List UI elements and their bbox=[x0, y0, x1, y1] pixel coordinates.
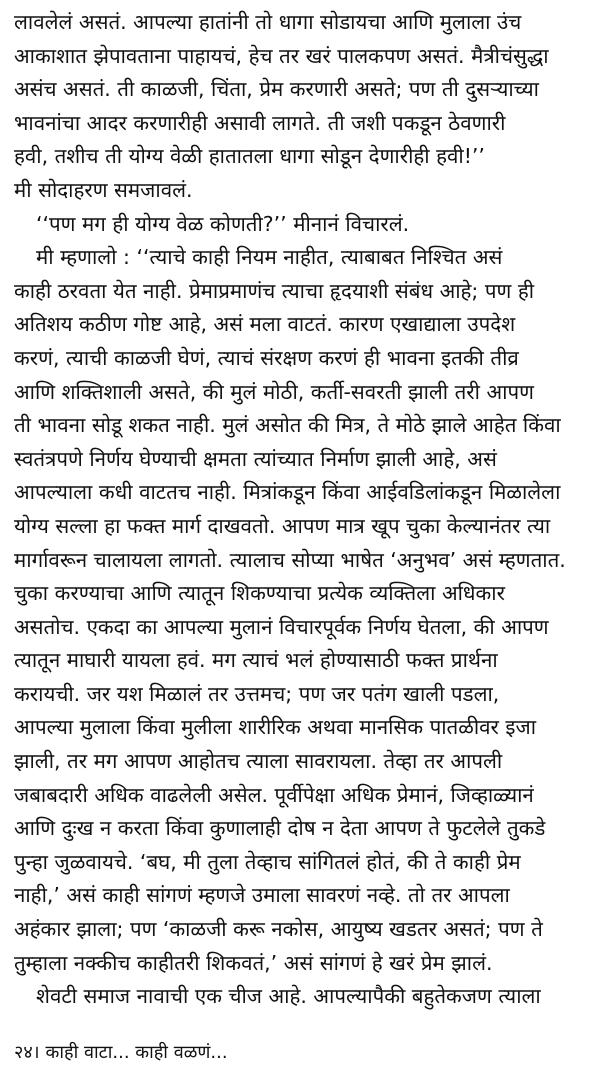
text-line: अतिशय कठीण गोष्ट आहे, असं मला वाटतं. कारण एखाद्याला उपदेश bbox=[14, 312, 516, 337]
text-line: हवी, तशीच ती योग्य वेळी हातातला धागा सोडून देणारीही हवी!’’ bbox=[14, 144, 485, 169]
text-line: भावनांचा आदर करणारीही असावी लागते. ती जशी पकडून ठेवणारी bbox=[14, 110, 506, 135]
text-line: झाली, तर मग आपण आहोतच त्याला सावरायला. तेव्हा तर आपली bbox=[14, 749, 503, 774]
body-text bbox=[14, 6, 586, 1014]
text-line: योग्य सल्ला हा फक्त मार्ग दाखवतो. आपण मात्र खूप चुका केल्यानंतर त्या bbox=[14, 513, 551, 538]
text-line: तुम्हाला नक्कीच काहीतरी शिकवतं,’ असं सांगणं हे खरं प्रेम झालं. bbox=[14, 950, 493, 975]
text-line: मी सोदाहरण समजावलं. bbox=[14, 177, 193, 202]
text-line: आणि शक्तिशाली असते, की मुलं मोठी, कर्ती-सवरती झाली तरी आपण bbox=[14, 379, 534, 404]
text-line: जबाबदारी अधिक वाढलेली असेल. पूर्वीपेक्षा अधिक प्रेमानं, जिव्हाळ्यानं bbox=[14, 782, 534, 807]
text-line: लावलेलं असतं. आपल्या हातांनी तो धागा सोडायचा आणि मुलाला उंच bbox=[14, 10, 522, 34]
text-line: अहंकार झाला; पण ‘काळजी करू नकोस, आयुष्य खडतर असतं; पण ते bbox=[14, 917, 543, 942]
text-line: आणि दुःख न करता किंवा कुणालाही दोष न देता आपण ते फुटलेले तुकडे bbox=[14, 816, 546, 841]
text-line: स्वतंत्रपणे निर्णय घेण्याची क्षमता त्यांच्यात निर्माण झाली आहे, असं bbox=[14, 446, 497, 471]
text-line: असतोच. एकदा का आपल्या मुलानं विचारपूर्वक निर्णय घेतला, की आपण bbox=[14, 614, 549, 639]
text-line: त्यातून माघारी यायला हवं. मग त्याचं भलं होण्यासाठी फक्त प्रार्थना bbox=[14, 648, 498, 673]
page-footer bbox=[14, 1040, 228, 1066]
text-line: असंच असतं. ती काळजी, चिंता, प्रेम करणारी असते; पण ती दुसऱ्याच्या bbox=[14, 77, 539, 102]
text-line: आपल्या मुलाला किंवा मुलीला शारीरिक अथवा मानसिक पातळीवर इजा bbox=[14, 715, 537, 740]
text-line: पुन्हा जुळवायचे. ‘बघ, मी तुला तेव्हाच सांगितलं होतं, की ते काही प्रेम bbox=[14, 849, 521, 874]
text-line: करायची. जर यश मिळालं तर उत्तमच; पण जर पतंग खाली पडला, bbox=[14, 681, 500, 706]
text-line: मार्गावरून चालायला लागतो. त्यालाच सोप्या भाषेत ‘अनुभव’ असं म्हणतात. bbox=[14, 547, 566, 572]
text-line: करणं, त्याची काळजी घेणं, त्याचं संरक्षण करणं ही भावना इतकी तीव्र bbox=[14, 345, 519, 370]
text-line: काही ठरवता येत नाही. प्रेमाप्रमाणंच त्याचा हृदयाशी संबंध आहे; पण ही bbox=[14, 278, 535, 303]
text-line: ती भावना सोडू शकत नाही. मुलं असोत की मित्र, ते मोठे झाले आहेत किंवा bbox=[14, 413, 561, 438]
text-line: नाही,’ असं काही सांगणं म्हणजे उमाला सावरणं नव्हे. तो तर आपला bbox=[14, 883, 510, 908]
text-line: आपल्याला कधी वाटतच नाही. मित्रांकडून किंवा आईवडिलांकडून मिळालेला bbox=[14, 480, 561, 505]
text-line: चुका करण्याचा आणि त्यातून शिकण्याचा प्रत्येक व्यक्तिला अधिकार bbox=[14, 581, 505, 606]
text-line: ‘‘पण मग ही योग्य वेळ कोणती?’’ मीनानं विचारलं. bbox=[36, 211, 410, 236]
page-number: २४। bbox=[14, 1042, 40, 1063]
running-title: काही वाटा... काही वळणं... bbox=[45, 1042, 228, 1063]
text-line: आकाशात झेपावताना पाहायचं, हेच तर खरं पालकपण असतं. मैत्रीचंसुद्धा bbox=[14, 43, 549, 68]
text-line: शेवटी समाज नावाची एक चीज आहे. आपल्यापैकी बहुतेकजण त्याला bbox=[36, 984, 541, 1009]
text-line: मी म्हणालो : ‘‘त्याचे काही नियम नाहीत, त्याबाबत निश्चित असं bbox=[36, 245, 503, 270]
